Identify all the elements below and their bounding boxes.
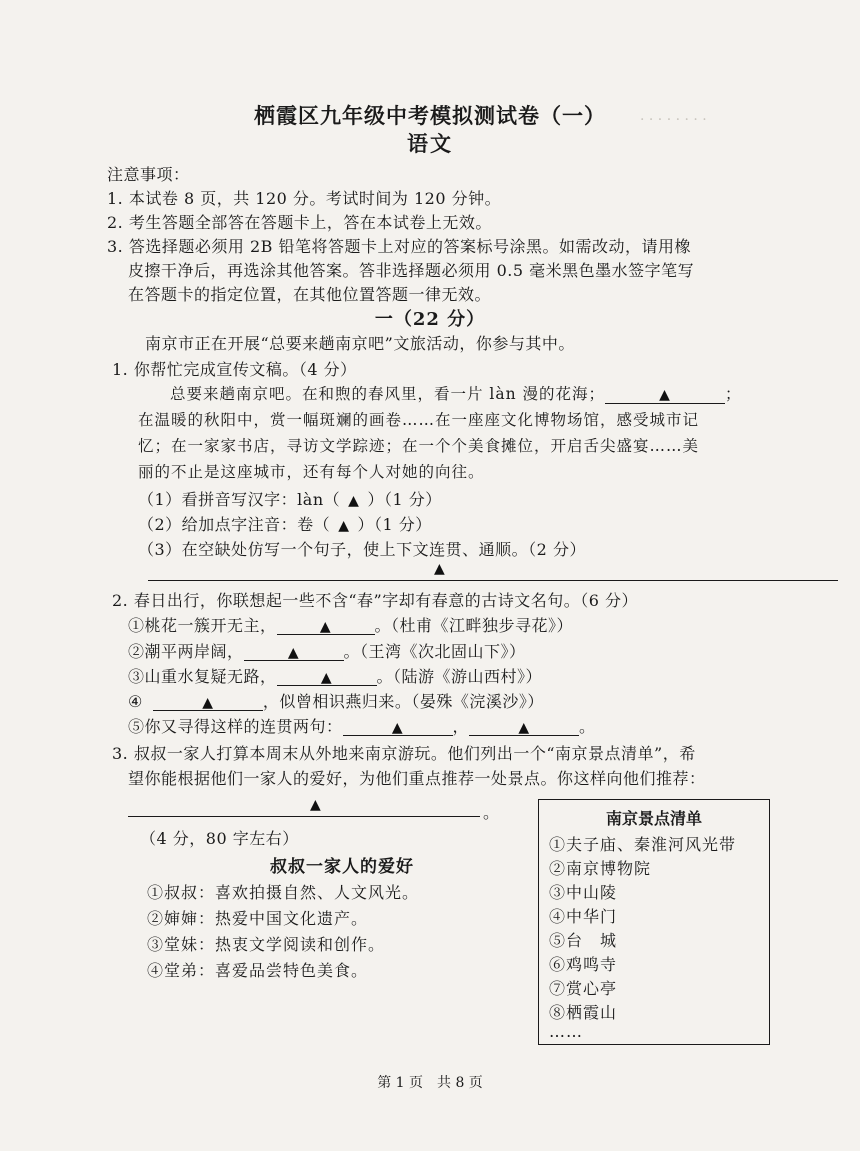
subquestion-1-3: （3）在空缺处仿写一个句子，使上下文连贯、通顺。（2 分） [138,540,586,559]
passage-line-1-text: 总要来趟南京吧。在和煦的春风里，看一片 làn 漫的花海； [170,385,606,403]
poem-item-1-text: ①桃花一簇开无主， [128,616,277,635]
bleed-through-text: · · · · · · · · [640,112,707,128]
note-item-2: 2. 考生答题全部答在答题卡上，答在本试卷上无效。 [107,213,492,232]
answer-line-3[interactable] [128,816,480,817]
question-3-score: （4 分，80 字左右） [140,829,299,848]
poem-item-2-source: 。（王湾《次北固山下》） [343,642,526,661]
answer-blank-poem-5b[interactable] [469,717,579,736]
answer-mark: ▲ [320,670,333,686]
note-item-3: 3. 答选择题必须用 2B 铅笔将答题卡上对应的答案标号涂黑。如需改动，请用橡 [107,237,691,256]
answer-blank-poem-3[interactable] [277,667,377,686]
question-2-stem: 2. 春日出行，你联想起一些不含“春”字却有春意的古诗文名句。（6 分） [112,591,638,610]
scenic-spot-list-box [538,799,770,1045]
poem-item-2 [128,639,526,662]
poem-item-2-text: ②潮平两岸阔， [128,642,244,661]
passage-line-2: 在温暖的秋阳中，赏一幅斑斓的画卷……在一座座文化博物场馆，感受城市记 [138,411,700,429]
answer-mark: ▲ [287,645,300,661]
answer-mark: ▲ [319,619,332,635]
poem-item-1 [128,613,573,636]
hobby-item-1: ①叔叔：喜欢拍摄自然、人文风光。 [147,883,420,902]
poem-item-4-text: ④ [128,692,143,711]
answer-mark: ▲ [338,518,350,534]
answer-line-1-3[interactable] [148,580,838,581]
answer-mark: ▲ [518,720,530,736]
subquestion-1-1-score: ）（1 分） [367,490,442,509]
scenic-spot-item: ⑥鸡鸣寺 [549,955,618,974]
answer-mark: ▲ [310,797,321,813]
poem-item-5-text: ⑤你又寻得这样的连贯两句： [128,717,343,736]
answer-blank-poem-2[interactable] [244,642,344,661]
subquestion-1-2-score: ）（1 分） [357,515,432,534]
scenic-spot-item: …… [549,1022,583,1041]
answer-line-3-end: 。 [483,803,500,822]
passage-line-1 [170,382,742,404]
answer-mark: ▲ [348,493,360,509]
question-3-line-2: 望你能根据他们一家人的爱好，为他们重点推荐一处景点。你这样向他们推荐： [128,769,706,788]
section-title: 一（22 分） [374,309,486,330]
answer-mark: ▲ [202,695,214,711]
subquestion-1-2-text: （2）给加点字注音：卷（ [138,515,331,534]
exam-title: 栖霞区九年级中考模拟测试卷（一） [254,103,606,128]
note-item-3-cont-2: 在答题卡的指定位置，在其他位置答题一律无效。 [128,285,492,304]
question-3-line-1: 3. 叔叔一家人打算本周末从外地来南京游玩。他们列出一个“南京景点清单”，希 [112,744,696,763]
poem-item-1-source: 。（杜甫《江畔独步寻花》） [374,616,574,635]
answer-blank-poem-4[interactable] [153,692,263,711]
poem-item-3-source: 。（陆游《游山西村》） [376,667,543,686]
answer-blank-passage[interactable] [605,385,725,404]
passage-line-4: 丽的不止是这座城市，还有每个人对她的向往。 [138,463,485,481]
hobby-item-4: ④堂弟：喜爱品尝特色美食。 [147,961,369,980]
scenic-spot-item: ⑤台 城 [549,931,618,950]
poem-item-5-end: 。 [579,717,596,736]
passage-line-1-end: ； [725,385,742,403]
answer-blank-poem-5a[interactable] [343,717,453,736]
answer-mark: ▲ [434,561,445,577]
poem-item-3 [128,664,542,687]
scenic-spot-list-title: 南京景点清单 [605,809,702,828]
poem-item-4-source: ，似曾相识燕归来。（晏殊《浣溪沙》） [262,692,544,711]
scenic-spot-item: ③中山陵 [549,883,618,902]
answer-blank-poem-1[interactable] [277,616,375,635]
question-1-stem: 1. 你帮忙完成宣传文稿。（4 分） [112,360,357,379]
note-item-1: 1. 本试卷 8 页，共 120 分。考试时间为 120 分钟。 [107,189,502,208]
subquestion-1-1-text: （1）看拼音写汉字：làn（ [138,490,341,509]
hobby-item-2: ②婶婶：热爱中国文化遗产。 [147,909,369,928]
answer-mark: ▲ [391,720,404,736]
passage-line-3: 忆；在一家家书店，寻访文学踪迹；在一个个美食摊位，开启舌尖盛宴……美 [138,437,700,455]
subquestion-1-1 [138,487,442,510]
subquestion-1-2 [138,512,432,535]
poem-item-4 [128,689,544,712]
scenic-spot-item: ④中华门 [549,907,618,926]
poem-item-3-text: ③山重水复疑无路， [128,667,277,686]
page-footer: 第 1 页 共 8 页 [377,1075,483,1091]
poem-item-5-comma: ， [452,717,470,736]
scenic-spot-item: ②南京博物院 [549,859,652,878]
scenic-spot-item: ⑦赏心亭 [549,979,618,998]
exam-subject: 语文 [407,131,453,156]
scenic-spot-item: ①夫子庙、秦淮河风光带 [549,835,737,854]
section-intro: 南京市正在开展“总要来趟南京吧”文旅活动，你参与其中。 [145,334,575,353]
answer-mark: ▲ [659,387,671,403]
hobby-title: 叔叔一家人的爱好 [270,857,414,877]
note-item-3-cont-1: 皮擦干净后，再选涂其他答案。答非选择题必须用 0.5 毫米黑色墨水签字笔写 [128,261,695,280]
scenic-spot-item: ⑧栖霞山 [549,1003,618,1022]
notes-heading: 注意事项： [107,165,190,184]
hobby-item-3: ③堂妹：热衷文学阅读和创作。 [147,935,386,954]
poem-item-5 [128,714,596,737]
